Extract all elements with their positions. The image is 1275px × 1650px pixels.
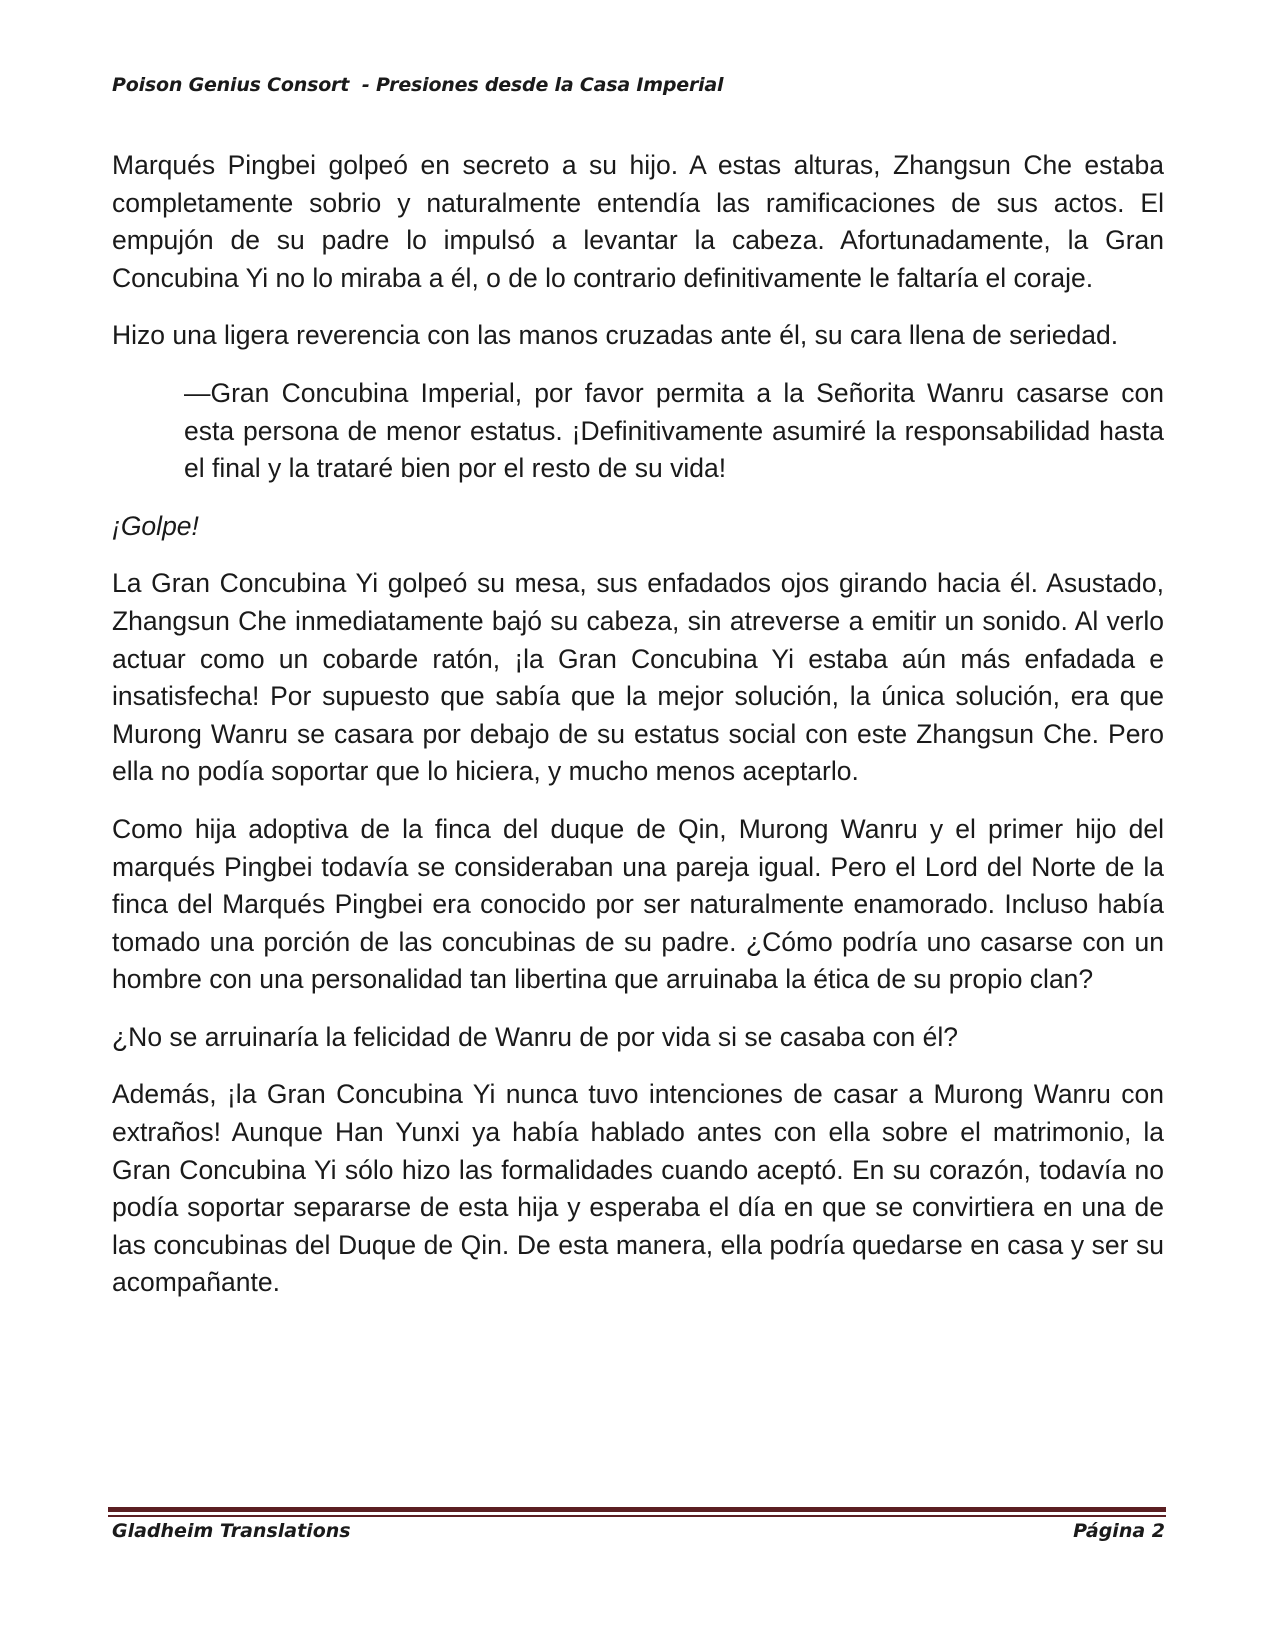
footer-rule-thick <box>108 1507 1166 1512</box>
paragraph: Hizo una ligera reverencia con las manos cruzadas ante él, su cara llena de seriedad. <box>112 320 1119 351</box>
footer-rule-thin <box>108 1515 1166 1517</box>
sound-effect: ¡Golpe! <box>112 510 199 541</box>
footer-page-number: Página 2 <box>1073 1520 1165 1542</box>
running-header: Poison Genius Consort - Presiones desde la Casa Imperial <box>112 74 724 96</box>
paragraph: Además, ¡la Gran Concubina Yi nunca tuvo intenciones de casar a Murong Wanru con extraños! Aunque Han Yunxi ya había hablado antes con ella sobre el matrimonio, la Gran Concubina Yi sólo hizo las formalidades cuando aceptó. En su corazón, todavía no podía soportar separarse de esta hija y esperaba el día en que se convirtiera en una de las concubinas del Duque de Qin. De esta manera, ella podría quedarse en casa y ser su acompañante. <box>112 1079 1164 1298</box>
paragraph: Como hija adoptiva de la finca del duque de Qin, Murong Wanru y el primer hijo del marqués Pingbei todavía se consideraban una pareja igual. Pero el Lord del Norte de la finca del Marqués Pingbei era conocido por ser naturalmente enamorado. Incluso había tomado una porción de las concubinas de su padre. ¿Cómo podría uno casarse con un hombre con una personalidad tan libertina que arruinaba la ética de su propio clan? <box>112 813 1164 995</box>
paragraph: Marqués Pingbei golpeó en secreto a su hijo. A estas alturas, Zhangsun Che estaba completamente sobrio y naturalmente entendía las ramificaciones de sus actos. El empujón de su padre lo impulsó a levantar la cabeza. Afortunadamente, la Gran Concubina Yi no lo miraba a él, o de lo contrario definitivamente le faltaría el coraje. <box>112 150 1164 293</box>
dialogue-paragraph: —Gran Concubina Imperial, por favor permita a la Señorita Wanru casarse con esta persona de menor estatus. ¡Definitivamente asumiré la responsabilidad hasta el final y la trataré bien por el resto de su vida! <box>184 377 1164 484</box>
body-text <box>112 147 1164 1322</box>
paragraph: La Gran Concubina Yi golpeó su mesa, sus enfadados ojos girando hacia él. Asustado, Zhangsun Che inmediatamente bajó su cabeza, sin atreverse a emitir un sonido. Al verlo actuar como un cobarde ratón, ¡la Gran Concubina Yi estaba aún más enfadada e insatisfecha! Por supuesto que sabía que la mejor solución, la única solución, era que Murong Wanru se casara por debajo de su estatus social con este Zhangsun Che. Pero ella no podía soportar que lo hiciera, y mucho menos aceptarlo. <box>112 568 1164 787</box>
footer-publisher: Gladheim Translations <box>112 1520 351 1542</box>
paragraph: ¿No se arruinaría la felicidad de Wanru de por vida si se casaba con él? <box>112 1021 958 1052</box>
